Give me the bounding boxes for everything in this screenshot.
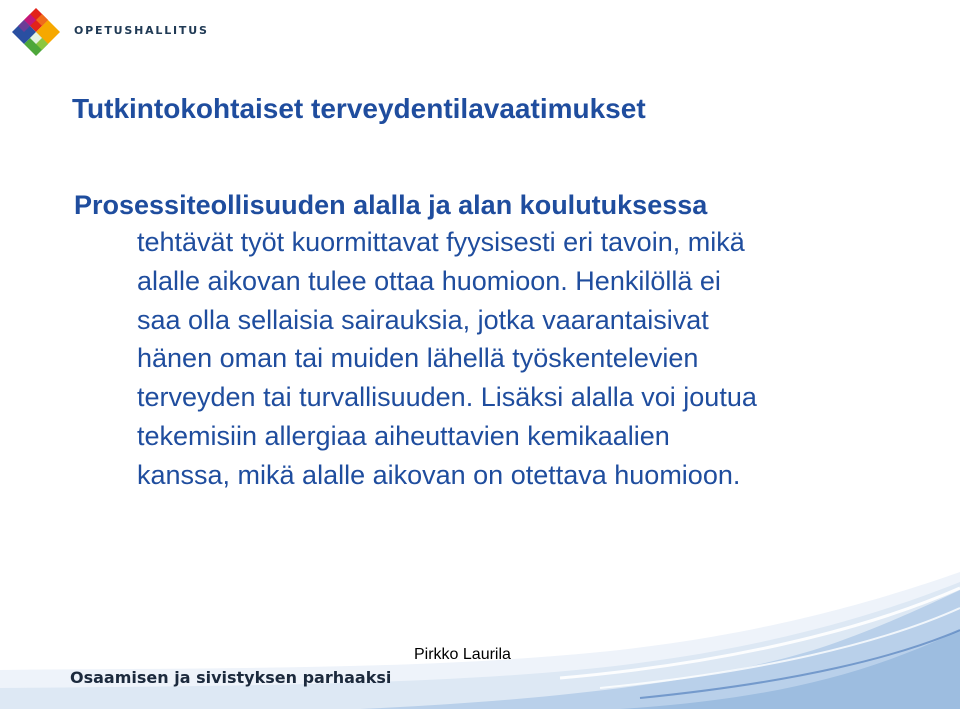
footer-author: Pirkko Laurila bbox=[414, 646, 511, 663]
slide-lead: Prosessiteollisuuden alalla ja alan koulutuksessa bbox=[74, 190, 708, 220]
opetushallitus-logo bbox=[8, 4, 208, 60]
slide-title: Tutkintokohtaiset terveydentilavaatimukset bbox=[72, 93, 646, 124]
slide-body-text: tehtävät työt kuormittavat fyysisesti eri tavoin, mikä alalle aikovan tulee ottaa huomioon. Henkilöllä ei saa olla sellaisia sairauksia, jotka vaarantaisivat hänen oman tai muiden lähellä työskentelevien terveyden tai turvallisuuden. Lisäksi alalla voi joutua tekemisiin allergiaa aiheuttavien kemikaalien kanssa, mikä alalle aikovan on otettava huomioon. bbox=[137, 227, 757, 490]
footer-slogan: Osaamisen ja sivistyksen parhaaksi bbox=[70, 668, 392, 687]
opetushallitus-diamond-logo-icon bbox=[8, 4, 64, 60]
logo-wordmark: OPETUSHALLITUS bbox=[74, 24, 209, 37]
